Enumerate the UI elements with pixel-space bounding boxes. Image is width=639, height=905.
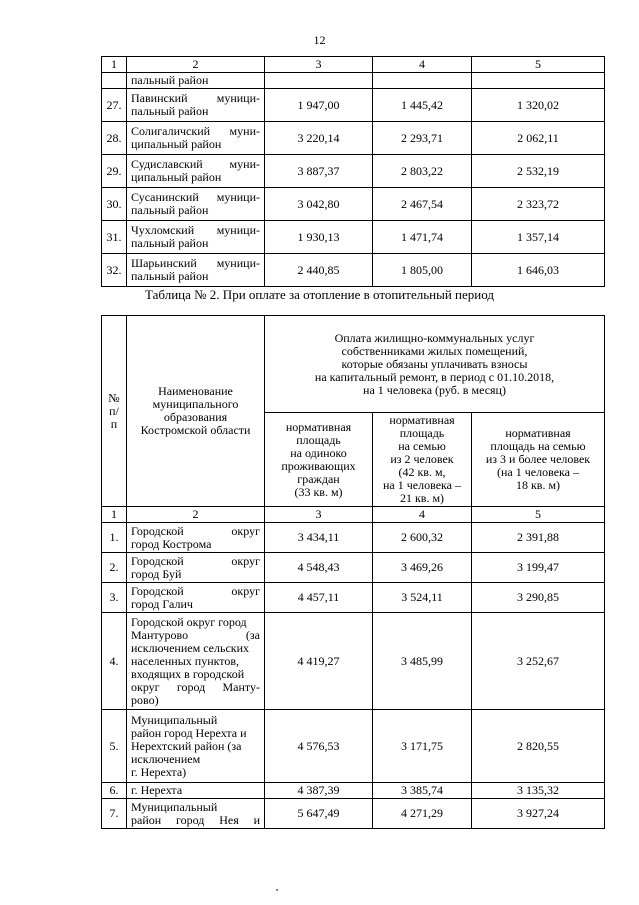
column-number: 2 [127,57,265,73]
value-cell: 3 220,14 [265,122,373,155]
municipality-name: Муниципальный район город Нея и [127,799,265,829]
value-cell: 3 135,32 [472,783,605,799]
municipality-name: Солигаличский муни- ципальный район [127,122,265,155]
header-number: № п/п [102,316,127,507]
column-number: 4 [373,57,472,73]
value-cell: 4 387,39 [265,783,373,799]
value-cell: 1 445,42 [373,89,472,122]
municipality-name: Муниципальный район город Нерехта и Нерехтский район (за исключением г. Нерехта) [127,710,265,783]
row-number: 7. [102,799,127,829]
table-1-column-numbers-row [102,57,605,73]
value-cell: 4 548,43 [265,553,373,583]
table-row [102,523,605,553]
header-municipality: Наименование муниципального образования Костромской области [127,316,265,507]
municipality-name: Сусанинский муници- пальный район [127,188,265,221]
value-cell: 2 600,32 [373,523,472,553]
row-number: 27. [102,89,127,122]
value-cell: 3 385,74 [373,783,472,799]
table-1 [101,56,605,287]
row-number: 32. [102,254,127,287]
table-row [102,553,605,583]
column-number: 3 [265,507,373,523]
value-cell: 2 293,71 [373,122,472,155]
value-cell: 4 271,29 [373,799,472,829]
value-cell: 1 930,13 [265,221,373,254]
table-2-column-numbers-row [102,507,605,523]
table-row [102,613,605,710]
value-cell: 2 440,85 [265,254,373,287]
value-cell: 1 471,74 [373,221,472,254]
row-number: 5. [102,710,127,783]
column-number: 4 [373,507,472,523]
table-row [102,583,605,613]
municipality-name: г. Нерехта [127,783,265,799]
table-row [102,155,605,188]
table-row [102,710,605,783]
table-row [102,188,605,221]
value-cell: 2 803,22 [373,155,472,188]
row-number: 4. [102,613,127,710]
table-2-header-row [102,316,605,413]
row-number: 6. [102,783,127,799]
continued-name: пальный район [127,73,265,89]
row-number: 29. [102,155,127,188]
municipality-name: Чухломский муници- пальный район [127,221,265,254]
column-number: 2 [127,507,265,523]
table-row [102,89,605,122]
municipality-name: Городской округ город Галич [127,583,265,613]
table-2-caption: Таблица № 2. При оплате за отопление в отопительный период [145,287,494,302]
header-col-5: нормативная площадь на семью из 3 и более человек (на 1 человека – 18 кв. м) [472,413,605,507]
row-number: 1. [102,523,127,553]
column-number: 3 [265,57,373,73]
municipality-name: Судиславский муни- ципальный район [127,155,265,188]
table-row [102,783,605,799]
value-cell: 1 646,03 [472,254,605,287]
value-cell: 2 391,88 [472,523,605,553]
value-cell: 2 820,55 [472,710,605,783]
table-row [102,221,605,254]
value-cell: 4 576,53 [265,710,373,783]
value-cell: 3 887,37 [265,155,373,188]
value-cell: 5 647,49 [265,799,373,829]
row-number: 31. [102,221,127,254]
value-cell: 2 323,72 [472,188,605,221]
table-2 [101,315,605,829]
value-cell: 3 469,26 [373,553,472,583]
value-cell: 3 434,11 [265,523,373,553]
municipality-name: Городской округ город Кострома [127,523,265,553]
value-cell: 3 485,99 [373,613,472,710]
table-row [102,799,605,829]
value-cell: 3 927,24 [472,799,605,829]
value-cell: 3 524,11 [373,583,472,613]
column-number: 1 [102,57,127,73]
row-number: 3. [102,583,127,613]
value-cell: 1 805,00 [373,254,472,287]
column-number: 5 [472,507,605,523]
municipality-name: Шарьинский муници- пальный район [127,254,265,287]
column-number: 5 [472,57,605,73]
row-number: 28. [102,122,127,155]
row-number: 2. [102,553,127,583]
table-row [102,254,605,287]
table-row [102,122,605,155]
column-number: 1 [102,507,127,523]
value-cell: 1 947,00 [265,89,373,122]
value-cell: 3 042,80 [265,188,373,221]
value-cell: 4 419,27 [265,613,373,710]
scan-speck [276,889,278,891]
value-cell: 1 320,02 [472,89,605,122]
table-row [102,73,605,89]
value-cell: 2 062,11 [472,122,605,155]
municipality-name: Павинский муници- пальный район [127,89,265,122]
value-cell: 2 467,54 [373,188,472,221]
municipality-name: Городской округ город Буй [127,553,265,583]
row-number: 30. [102,188,127,221]
header-col-3: нормативная площадь на одиноко проживающих граждан (33 кв. м) [265,413,373,507]
value-cell: 4 457,11 [265,583,373,613]
page-number: 12 [313,33,326,47]
header-col-4: нормативная площадь на семью из 2 человек (42 кв. м, на 1 человека – 21 кв. м) [373,413,472,507]
value-cell: 3 252,67 [472,613,605,710]
header-payment-group: Оплата жилищно-коммунальных услуг собственниками жилых помещений, которые обязаны уплачивать взносы на капитальный ремонт, в период с 01.10.2018, на 1 человека (руб. в месяц) [265,316,605,413]
value-cell: 2 532,19 [472,155,605,188]
municipality-name: Городской округ город Мантурово (за исключением сельских населенных пунктов, входящих в городской округ город Манту- рово) [127,613,265,710]
value-cell: 1 357,14 [472,221,605,254]
value-cell: 3 171,75 [373,710,472,783]
value-cell: 3 290,85 [472,583,605,613]
value-cell: 3 199,47 [472,553,605,583]
